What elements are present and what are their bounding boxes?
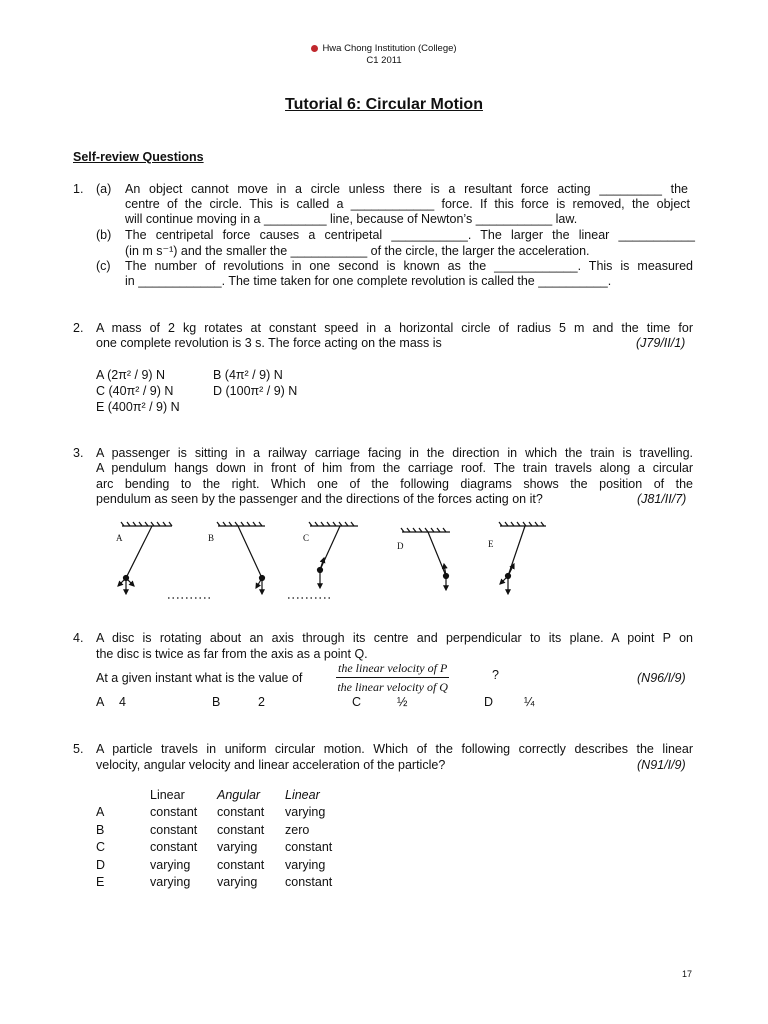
q1-b-line: The centripetal force causes a centripetal ___________. The larger the linear ___________ (125, 228, 695, 242)
institution-header: Hwa Chong Institution (College) (0, 43, 768, 54)
q1-a-line: An object cannot move in a circle unless there is a resultant force acting _________ the (125, 182, 688, 196)
q2-reference: (J79/II/1) (636, 336, 686, 350)
q2-number: 2. (73, 321, 84, 335)
table-cell: constant (285, 840, 333, 855)
table-cell: zero (285, 822, 310, 837)
q4-ask: At a given instant what is the value of (96, 671, 303, 685)
q1-a-line: will continue moving in a _________ line, because of Newton’s ___________ law. (125, 212, 578, 226)
q4-option-letter: D (484, 695, 494, 709)
table-header-cell: Linear (150, 787, 185, 802)
q1-a-label: (a) (96, 182, 112, 196)
page-number: 17 (682, 969, 693, 979)
table-cell: constant (217, 805, 265, 820)
q4-option-value: 4 (119, 695, 126, 709)
q4-line: the disc is twice as far from the axis as a point Q. (96, 647, 368, 661)
q1-c-line: The number of revolutions in one second is known as the ____________. This is measured (125, 259, 693, 273)
school-logo-icon (311, 45, 318, 52)
section-heading: Self-review Questions (73, 150, 204, 164)
page-title: Tutorial 6: Circular Motion (285, 96, 483, 113)
table-header-cell (96, 786, 150, 804)
table-cell: varying (217, 840, 258, 855)
year-header: C1 2011 (366, 55, 402, 66)
q5-number: 5. (73, 742, 84, 756)
q4-option-value: ½ (397, 695, 408, 709)
q4-option-letter: B (212, 695, 221, 709)
q1-c-line: in ____________. The time taken for one complete revolution is called the __________. (125, 274, 612, 288)
table-cell: varying (285, 857, 326, 872)
q1-a-line: centre of the circle. This is called a ____________ force. If this force is removed, the object (125, 197, 690, 211)
table-cell: C (96, 840, 106, 855)
q5-line: velocity, angular velocity and linear acceleration of the particle? (96, 758, 446, 772)
q4-number: 4. (73, 631, 84, 645)
diagram-label-d: D (397, 541, 404, 551)
q2-option: E (400π² / 9) N (96, 400, 180, 414)
table-cell: B (96, 822, 105, 837)
q2-option: D (100π² / 9) N (213, 384, 298, 398)
q3-line: A pendulum hangs down in front of him from the carriage roof. The train travels along a circular (96, 461, 693, 475)
diagram-label-b: B (208, 533, 215, 543)
q1-b-label: (b) (96, 228, 112, 242)
q3-number: 3. (73, 446, 84, 460)
table-row (96, 821, 355, 839)
table-cell: varying (217, 875, 258, 890)
table-cell: E (96, 875, 105, 890)
diagram-a (118, 522, 172, 594)
q2-option: B (4π² / 9) N (213, 368, 283, 382)
q5-line: A particle travels in uniform circular motion. Which of the following correctly describes the linear (96, 742, 693, 756)
q1-c-label: (c) (96, 259, 111, 273)
q2-line: A mass of 2 kg rotates at constant speed in a horizontal circle of radius 5 m and the time for (96, 321, 693, 335)
fraction-denominator: the linear velocity of Q (337, 680, 448, 694)
q2-option: A (2π² / 9) N (96, 368, 166, 382)
q2-line: one complete revolution is 3 s. The force acting on the mass is (96, 336, 442, 350)
table-row (96, 804, 355, 822)
table-header-row (96, 786, 355, 804)
table-cell: constant (285, 875, 333, 890)
fraction-numerator: the linear velocity of P (336, 661, 449, 678)
q4-option-letter: C (352, 695, 362, 709)
motion-table (96, 786, 355, 891)
q4-option-value: 2 (258, 695, 265, 709)
q3-line: pendulum as seen by the passenger and the directions of the forces acting on it? (96, 492, 543, 506)
q4-option-letter: A (96, 695, 105, 709)
diagram-c (309, 522, 358, 588)
table-header-cell: Linear (285, 787, 320, 802)
q4-option-value: ¼ (524, 695, 535, 709)
table-row (96, 874, 355, 892)
diagram-label-e: E (488, 539, 494, 549)
table-cell: D (96, 857, 106, 872)
q3-reference: (J81/II/7) (637, 492, 687, 506)
q1-number: 1. (73, 182, 84, 196)
table-cell: constant (217, 822, 265, 837)
table-cell: constant (150, 840, 198, 855)
diagram-label-a: A (116, 533, 123, 543)
table-cell: constant (150, 822, 198, 837)
velocity-ratio-fraction (336, 661, 449, 695)
q4-reference: (N96/I/9) (637, 671, 686, 685)
pendulum-diagrams (110, 518, 550, 606)
q5-reference: (N91/I/9) (637, 758, 686, 772)
table-cell: varying (150, 857, 191, 872)
q3-line: arc bending to the right. Which one of the following diagrams shows the position of the (96, 477, 693, 491)
q1-b-line: (in m s⁻¹) and the smaller the ___________ of the circle, the larger the acceleration. (125, 244, 590, 258)
q4-line: A disc is rotating about an axis through its centre and perpendicular to its plane. A point P on (96, 631, 693, 645)
diagram-e (499, 522, 546, 594)
table-row (96, 839, 355, 857)
table-row (96, 856, 355, 874)
table-cell: A (96, 805, 105, 820)
diagram-b (217, 522, 265, 594)
q3-line: A passenger is sitting in a railway carriage facing in the direction in which the train is travelling. (96, 446, 693, 460)
table-cell: constant (150, 805, 198, 820)
table-cell: varying (150, 875, 191, 890)
diagram-d (401, 528, 450, 590)
diagram-label-c: C (303, 533, 310, 543)
q4-question-mark: ? (492, 668, 499, 682)
table-cell: constant (217, 857, 265, 872)
table-cell: varying (285, 805, 326, 820)
q2-option: C (40π² / 9) N (96, 384, 174, 398)
table-header-cell: Angular (217, 787, 261, 802)
